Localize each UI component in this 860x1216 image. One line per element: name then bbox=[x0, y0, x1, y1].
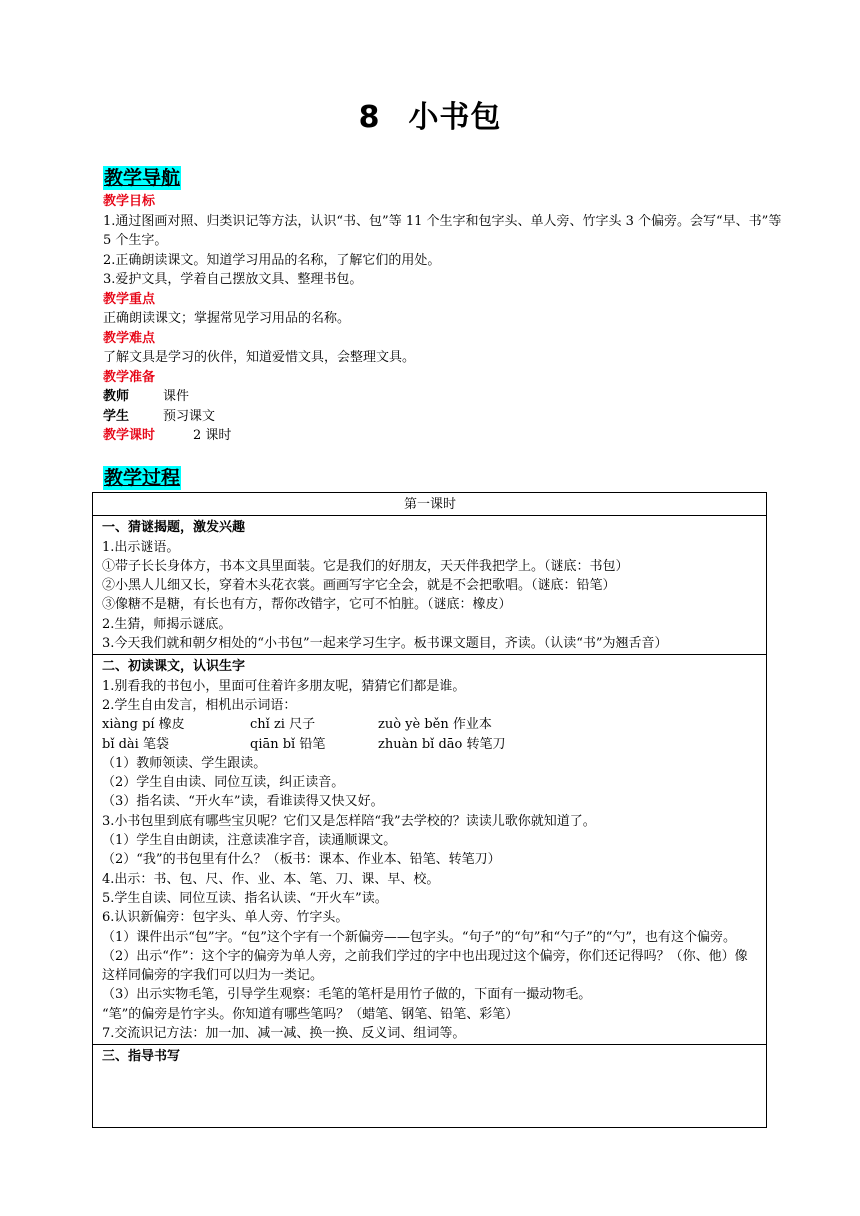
process-table bbox=[92, 492, 767, 1128]
section-1-line: ③像糖不是糖，有长也有方，帮你改错字，它可不怕脏。（谜底：橡皮） bbox=[102, 597, 512, 613]
student-row bbox=[103, 407, 783, 427]
section-1-line: ①带子长长身体方，书本文具里面装。它是我们的好朋友，天天伴我把学上。（谜底：书包） bbox=[102, 558, 629, 574]
section-1-line: 3.今天我们就和朝夕相处的“小书包”一起来学习生字。板书课文题目，齐读。（认读“书”为翘舌音） bbox=[102, 636, 668, 652]
section-2-line: （2）学生自由读、同位互读，纠正读音。 bbox=[102, 775, 345, 791]
section-2-line: 4.出示：书、包、尺、作、业、本、笔、刀、课、早、校。 bbox=[102, 871, 440, 887]
nav-heading: 教学导航 bbox=[104, 167, 181, 189]
section-2-line: （1）教师领读、学生跟读。 bbox=[102, 755, 267, 771]
difficult-text: 了解文具是学习的伙伴，知道爱惜文具，会整理文具。 bbox=[103, 350, 416, 365]
word-item: chǐ zi 尺子 bbox=[250, 717, 316, 733]
word-item: zuò yè běn 作业本 bbox=[378, 717, 492, 733]
word-row-2 bbox=[102, 735, 758, 754]
word-item: qiān bǐ 铅笔 bbox=[250, 736, 326, 752]
hours-row bbox=[103, 426, 783, 446]
teaching-nav bbox=[103, 192, 783, 446]
lesson-period-title: 第一课时 bbox=[93, 493, 766, 516]
section-3 bbox=[93, 1045, 766, 1067]
teacher-value: 课件 bbox=[163, 389, 190, 404]
section-2-line: 3.小书包里到底有哪些宝贝呢？它们又是怎样陪“我”去学校的？读读儿歌你就知道了。 bbox=[102, 813, 596, 829]
goal-item: 3.爱护文具，学着自己摆放文具、整理书包。 bbox=[103, 272, 363, 287]
section-2 bbox=[93, 655, 766, 1045]
word-row-1 bbox=[102, 715, 758, 734]
section-2-line: （3）出示实物毛笔，引导学生观察：毛笔的笔杆是用竹子做的，下面有一撮动物毛。 bbox=[102, 987, 592, 1003]
student-label: 学生 bbox=[103, 408, 130, 424]
section-1-line: 1.出示谜语。 bbox=[102, 539, 180, 555]
word-item: xiàng pí 橡皮 bbox=[102, 717, 185, 733]
section-2-line: （1）课件出示“包”字。“包”这个字有一个新偏旁——包字头。“句子”的“句”和“勺子”的“勺”，也有这个偏旁。 bbox=[102, 929, 737, 945]
section-2-line: 7.交流识记方法：加一加、减一减、换一换、反义词、组词等。 bbox=[102, 1026, 466, 1042]
section-2-line: 1.别看我的书包小，里面可住着许多朋友呢，猜猜它们都是谁。 bbox=[102, 678, 466, 694]
teacher-row bbox=[103, 387, 783, 407]
section-1-line: 2.生猜，师揭示谜底。 bbox=[102, 616, 232, 632]
section-1-head: 一、猜谜揭题，激发兴趣 bbox=[102, 520, 246, 536]
section-2-line: 5.学生自读、同位互读、指名认读、“开火车”读。 bbox=[102, 890, 388, 906]
teacher-label: 教师 bbox=[103, 389, 130, 404]
page-title bbox=[0, 92, 860, 136]
goal-item: 1.通过图画对照、归类识记等方法，认识“书、包”等 11 个生字和包字头、单人旁、竹字头 3 个偏旁。会写“早、书”等 5 个生字。 bbox=[103, 213, 782, 248]
difficult-label: 教学难点 bbox=[103, 330, 156, 346]
hours-value: 2 课时 bbox=[193, 428, 232, 443]
section-2-line: 2.学生自由发言，相机出示词语： bbox=[102, 697, 297, 713]
section-2-line: （2）出示“作”：这个字的偏旁为单人旁，之前我们学过的字中也出现过这个偏旁，你们还记得吗？（你、他）像这样同偏旁的字我们可以归为一类记。 bbox=[102, 948, 748, 984]
section-2-head: 二、初读课文，认识生字 bbox=[102, 659, 246, 675]
word-item: zhuàn bǐ dāo 转笔刀 bbox=[378, 736, 506, 752]
section-2-line: “笔”的偏旁是竹字头。你知道有哪些笔吗？（蜡笔、钢笔、铅笔、彩笔） bbox=[102, 1006, 519, 1022]
goal-item: 2.正确朗读课文。知道学习用品的名称，了解它们的用处。 bbox=[103, 252, 441, 268]
process-heading: 教学过程 bbox=[104, 467, 181, 489]
section-2-line: 6.认识新偏旁：包字头、单人旁、竹字头。 bbox=[102, 910, 349, 926]
goal-label: 教学目标 bbox=[103, 194, 156, 209]
section-3-head: 三、指导书写 bbox=[102, 1049, 181, 1065]
key-label: 教学重点 bbox=[103, 291, 156, 307]
student-value: 预习课文 bbox=[163, 408, 216, 424]
section-2-line: （3）指名读、“开火车”读，看谁读得又快又好。 bbox=[102, 794, 384, 810]
section-1 bbox=[93, 516, 766, 655]
hours-label: 教学课时 bbox=[103, 428, 156, 443]
key-text: 正确朗读课文；掌握常见学习用品的名称。 bbox=[103, 311, 351, 326]
section-2-line: （2）“我”的书包里有什么？（板书：课本、作业本、铅笔、转笔刀） bbox=[102, 852, 501, 868]
lesson-number: 8 bbox=[358, 100, 381, 135]
lesson-title: 小书包 bbox=[408, 100, 502, 135]
section-2-line: （1）学生自由朗读，注意读准字音，读通顺课文。 bbox=[102, 833, 397, 849]
prep-label: 教学准备 bbox=[103, 369, 156, 385]
word-item: bǐ dài 笔袋 bbox=[102, 736, 169, 752]
section-1-line: ②小黑人儿细又长，穿着木头花衣裳。画画写字它全会，就是不会把歌唱。（谜底：铅笔） bbox=[102, 578, 616, 594]
